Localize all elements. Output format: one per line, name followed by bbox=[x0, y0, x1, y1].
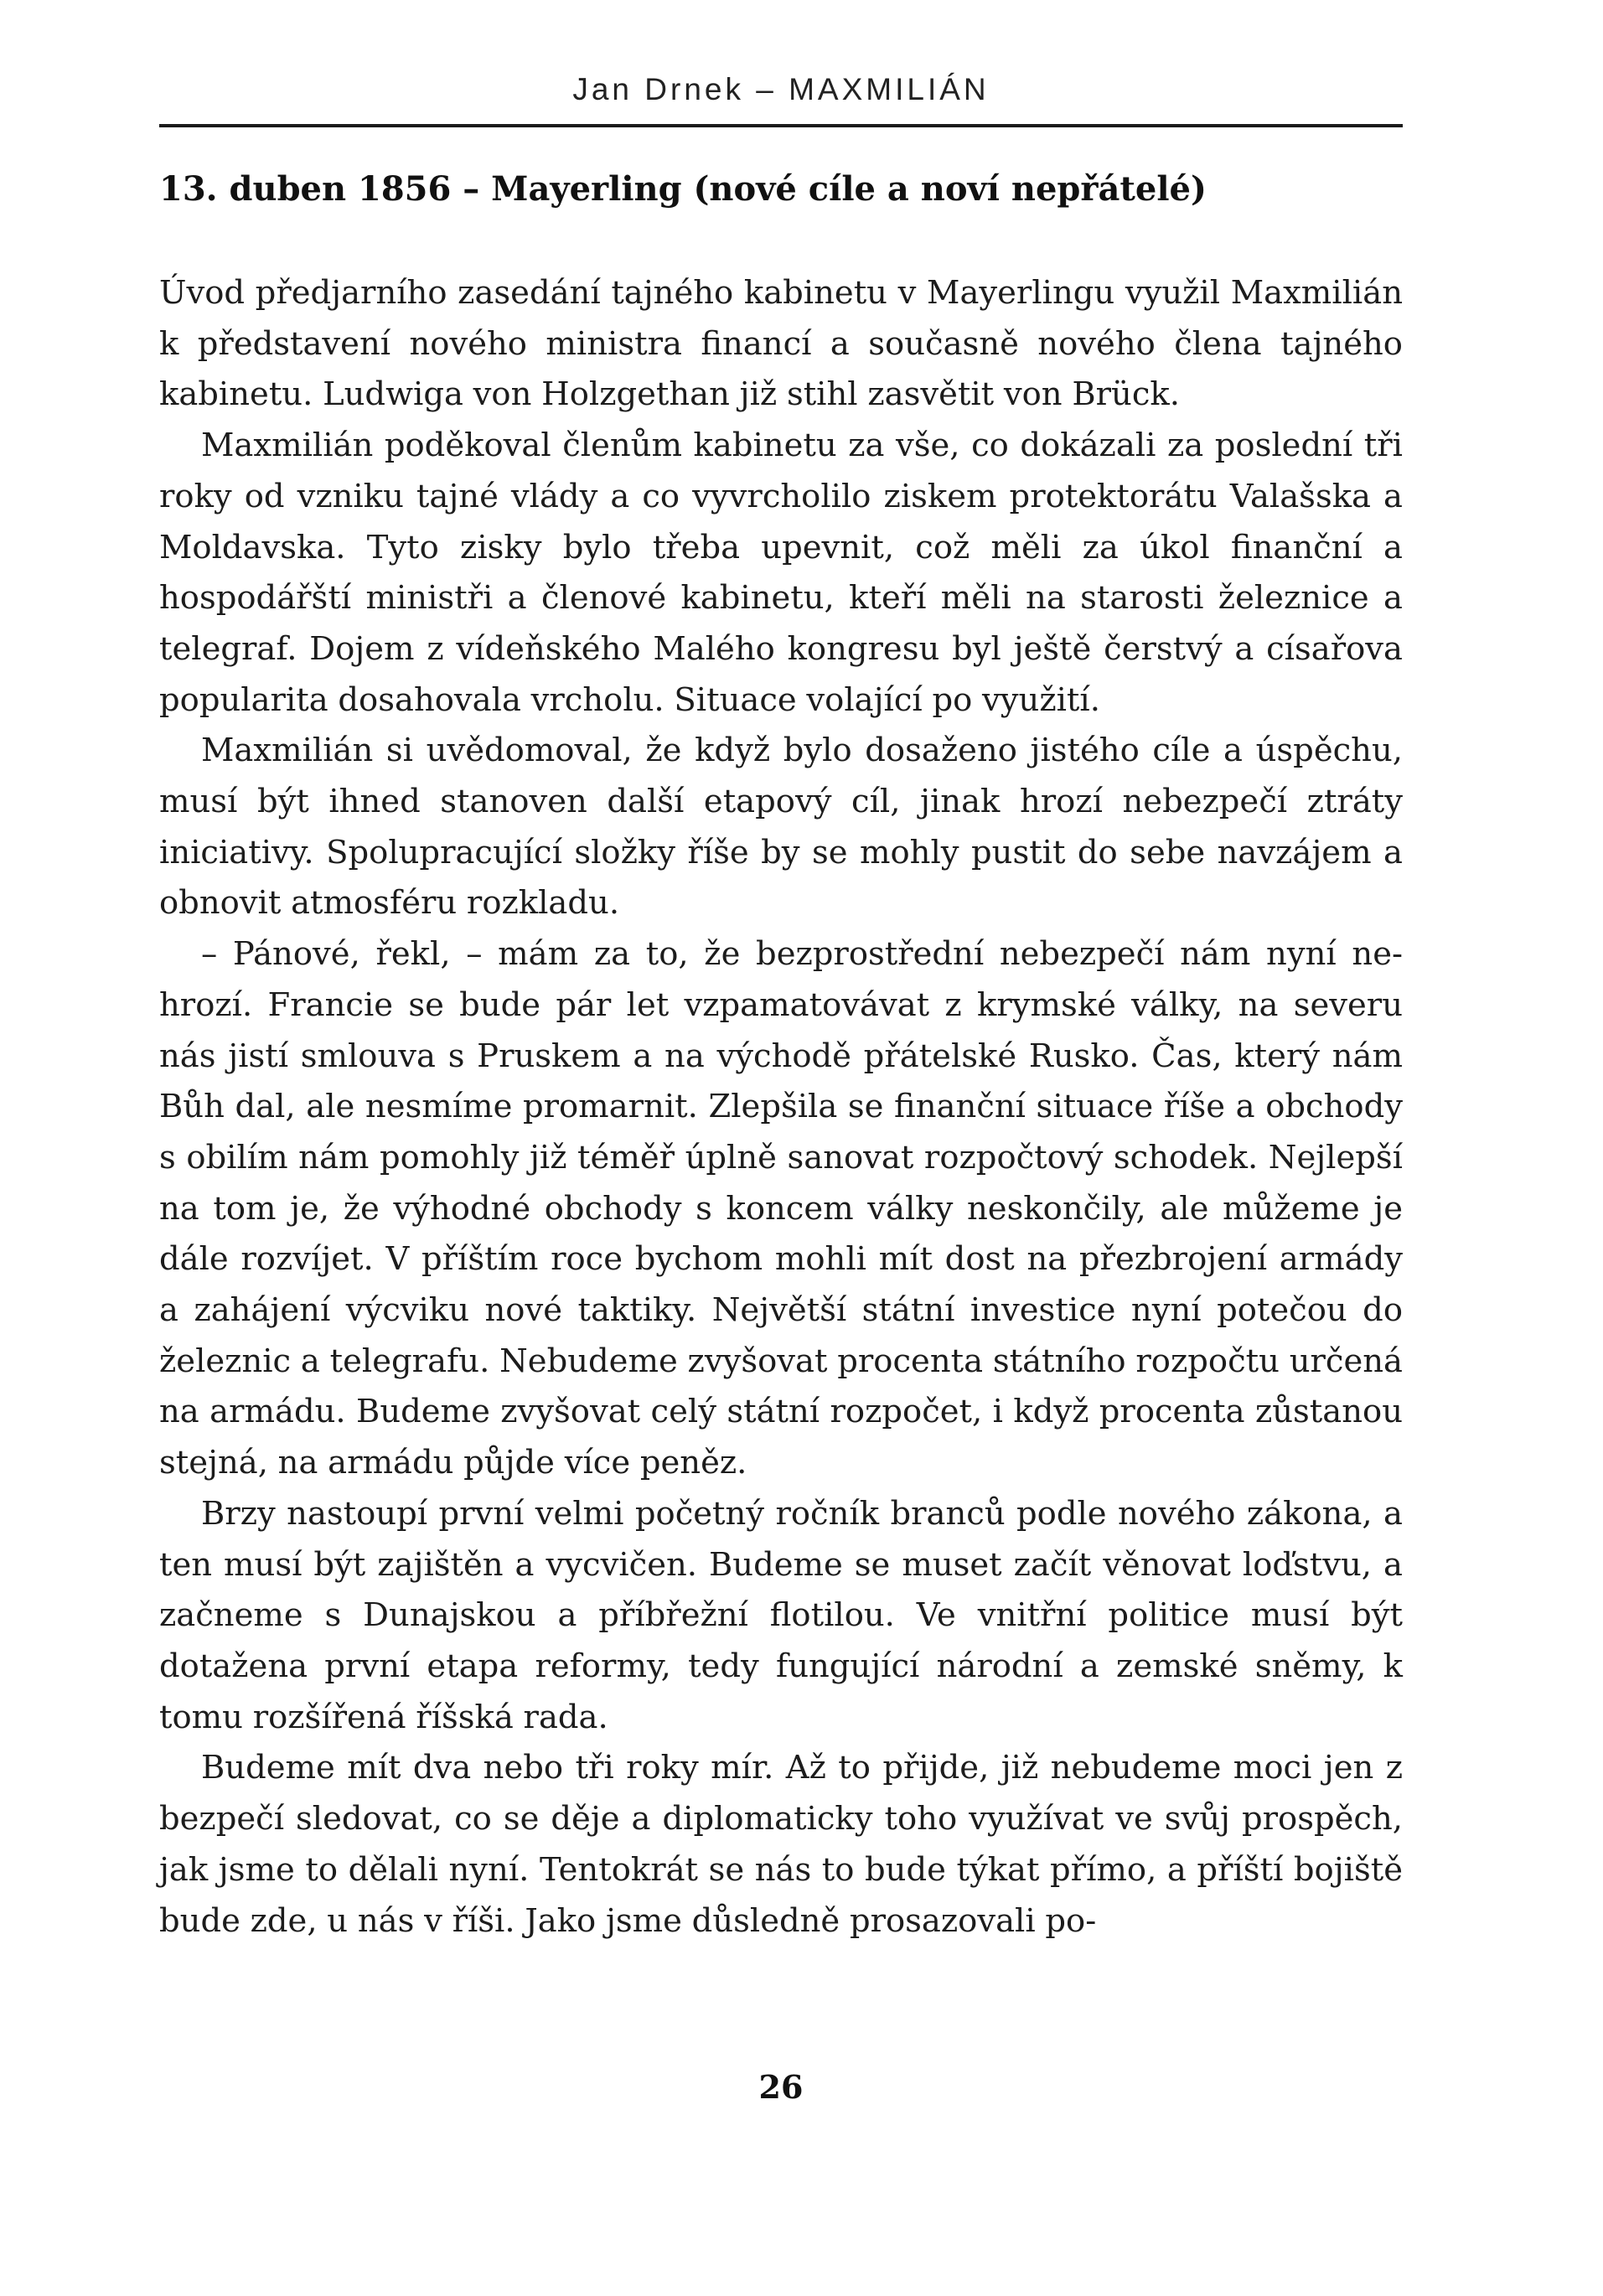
header-rule bbox=[159, 124, 1403, 127]
chapter-heading: 13. duben 1856 – Mayerling (nové cíle a noví nepřátelé) bbox=[159, 169, 1207, 209]
paragraph: Budeme mít dva nebo tři roky mír. Až to přijde, již nebudeme moci jen z bezpečí sledovat, co se děje a diplomaticky toho využívat ve svůj prospěch, jak jsme to dělali nyní. Tentokrát se nás to bude týkat přímo, a příští bojiště bude zde, u nás v říši. Jako jsme důsledně prosazovali po- bbox=[159, 1749, 1403, 1940]
body-text bbox=[159, 268, 1403, 1947]
paragraph: Maxmilián poděkoval členům kabinetu za vše, co dokázali za poslední tři roky od vzniku tajné vlády a co vyvrcholilo ziskem protektorátu Valašska a Moldavska. Tyto zisky bylo třeba upevnit, což měli za úkol finanční a hospodářští ministři a členové kabinetu, kteří měli na starosti železnice a telegraf. Dojem z vídeňského Malého kongresu byl ještě čerstvý a císařova popularita dosahovala vrcholu. Situace volající po využití. bbox=[159, 427, 1403, 719]
paragraph: Brzy nastoupí první velmi početný ročník branců podle nového zákona, a ten musí být zajištěn a vycvičen. Budeme se muset začít věnovat loďstvu, a začneme s Dunajskou a příbřežní flotilou. Ve vnitřní politice musí být dotažena první etapa reformy, tedy fungující národní a zemské sněmy, k tomu rozšířená říšská rada. bbox=[159, 1494, 1403, 1736]
page-number: 26 bbox=[758, 2068, 804, 2106]
running-head: Jan Drnek – MAXMILIÁN bbox=[572, 72, 990, 106]
paragraph: Maxmilián si uvědomoval, že když bylo dosaženo jistého cíle a úspěchu, musí být ihned stanoven další etapový cíl, jinak hrozí nebezpečí ztráty iniciativy. Spolupracující složky říše by se mohly pustit do sebe navzájem a obnovit atmosféru rozkladu. bbox=[159, 732, 1403, 923]
paragraph: – Pánové, řekl, – mám za to, že bezprostřední nebezpečí nám nyní nehrozí. Francie se bude pár let vzpamatovávat z krymské války, na severu nás jistí smlouva s Pruskem a na východě přátelské Rusko. Čas, který nám Bůh dal, ale nesmíme promarnit. Zlepšila se finanční situace říše a obchody s obilím nám pomohly již téměř úplně sanovat rozpočtový schodek. Nejlepší na tom je, že výhodné obchody s koncem války neskončily, ale můžeme je dále rozvíjet. V příštím roce bychom mohli mít dost na přezbrojení armády a zahájení výcviku nové taktiky. Největší státní investice nyní potečou do železnic a telegrafu. Nebudeme zvyšovat procenta státního rozpočtu určená na armádu. Budeme zvyšovat celý státní rozpočet, i když procenta zůstanou stejná, na armádu půjde více peněz. bbox=[159, 935, 1403, 1482]
paragraph: Úvod předjarního zasedání tajného kabinetu v Mayerlingu využil Maxmilián k představení nového ministra financí a současně nového člena tajného kabinetu. Ludwiga von Holzgethan již stihl zasvětit von Brück. bbox=[159, 274, 1403, 414]
